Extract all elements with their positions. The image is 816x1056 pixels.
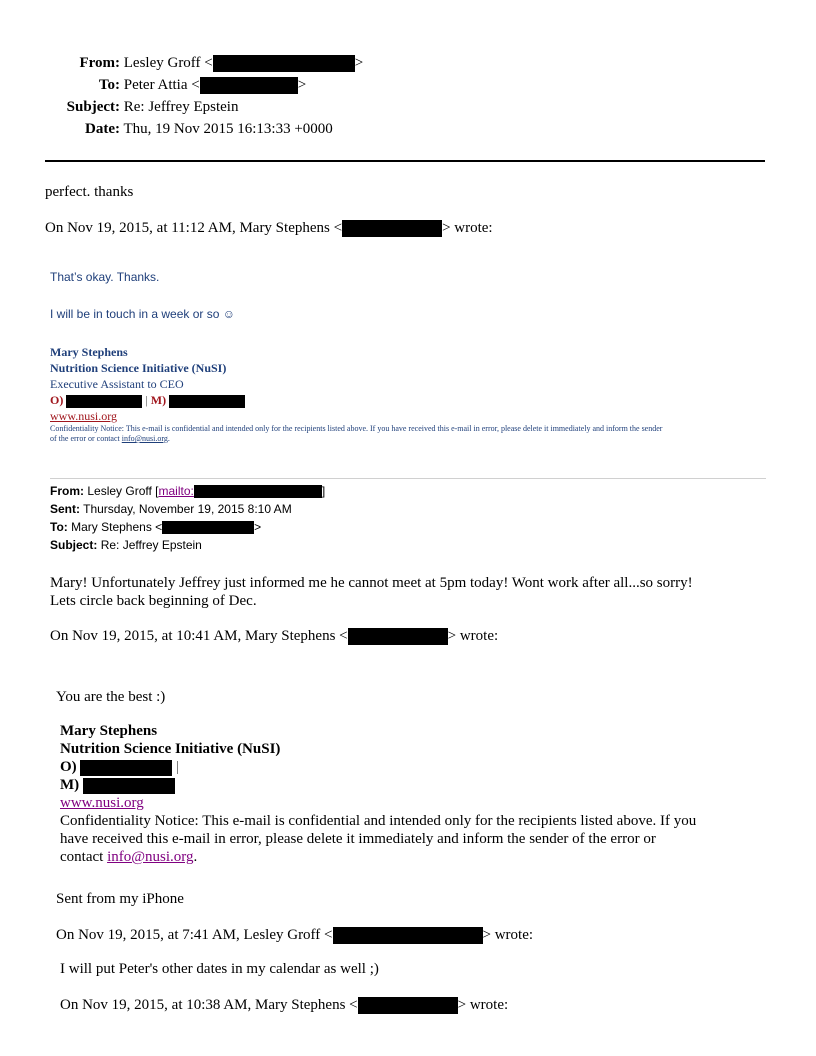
header-from-row [0, 54, 363, 72]
office-label: O) [50, 393, 64, 407]
header-subject-label: Subject: [66, 99, 120, 115]
fwd-mailto-link[interactable]: mailto: [158, 484, 194, 498]
fwd-subject-row [50, 536, 202, 554]
redaction-block [162, 521, 254, 534]
fwd-from-label: From: [50, 484, 84, 498]
header-from-value: Lesley Groff < [123, 55, 213, 71]
fwd-subject-value: Re: Jeffrey Epstein [100, 538, 202, 552]
redaction-block [358, 997, 458, 1014]
quote-line-2 [50, 627, 498, 645]
signature-title: Executive Assistant to CEO [50, 377, 184, 391]
pipe2-separator: | [176, 759, 180, 775]
signature-website-link[interactable]: www.nusi.org [50, 409, 118, 423]
fwd-subject-label: Subject: [50, 538, 98, 552]
quote3-text: On Nov 19, 2015, at 7:41 AM, Lesley Groff < [56, 927, 333, 943]
office2-label: O) [60, 759, 77, 775]
header-date-row [0, 120, 333, 138]
header-from-close: > [354, 55, 364, 71]
confidentiality2-line-2: have received this e-mail in error, please delete it immediately and inform the sender of the error or [60, 831, 656, 847]
fwd-sent-row [50, 500, 292, 518]
fwd-from-close: ] [321, 484, 326, 498]
mobile-label: M) [150, 393, 167, 407]
fwd-sent-label: Sent: [50, 502, 80, 516]
quote4-text: On Nov 19, 2015, at 10:38 AM, Mary Stephens < [60, 997, 358, 1013]
header-to-value: Peter Attia < [123, 77, 200, 93]
reply-text: perfect. thanks [45, 184, 134, 200]
header-divider [45, 160, 765, 162]
quote2-wrote: > wrote: [447, 628, 499, 644]
header-from-label: From: [79, 55, 120, 71]
redaction-block [348, 628, 448, 645]
quote1-wrote: > wrote: [442, 220, 493, 236]
forward-divider [50, 478, 766, 479]
signature2-org: Nutrition Science Initiative (NuSI) [60, 741, 281, 757]
confidentiality2-line-1: Confidentiality Notice: This e-mail is confidential and intended only for the recipients listed above. If you [60, 813, 697, 829]
header-subject-value: Re: Jeffrey Epstein [123, 99, 239, 115]
header-to-label: To: [98, 77, 120, 93]
signature-name: Mary Stephens [50, 345, 128, 359]
fwd-to-label: To: [50, 520, 68, 534]
quote-line-4 [60, 996, 508, 1014]
fwd-to-row [50, 518, 261, 536]
signature-phone-row [50, 392, 245, 408]
quote2-text: On Nov 19, 2015, at 10:41 AM, Mary Stephens < [50, 628, 348, 644]
fwd-to-close: > [254, 520, 262, 534]
mary-message-2: You are the best :) [56, 689, 166, 705]
redaction-block [66, 395, 142, 408]
mobile2-label: M) [60, 777, 80, 793]
redaction-block [83, 778, 175, 794]
notice2-text: contact [60, 849, 108, 865]
confidentiality2-line-3 [60, 848, 197, 866]
lesley-message-2: I will put Peter's other dates in my calendar as well ;) [60, 961, 379, 977]
confidentiality-notice-line-2 [50, 434, 170, 444]
fwd-to-value: Mary Stephens < [71, 520, 163, 534]
redaction-block [194, 485, 322, 498]
redaction-block [80, 760, 172, 776]
header-subject-row [0, 98, 238, 116]
redaction-block [169, 395, 245, 408]
signature2-office-row [60, 758, 179, 776]
lesley-message-line-1: Mary! Unfortunately Jeffrey just informed me he cannot meet at 5pm today! Wont work after all...so sorry! [50, 575, 693, 591]
mary-message-line-2: I will be in touch in a week or so ☺ [50, 307, 236, 321]
fwd-from-value: Lesley Groff [ [87, 484, 159, 498]
notice2-email-link[interactable]: info@nusi.org [107, 849, 194, 865]
pipe-separator: | [145, 393, 148, 407]
redaction-block [342, 220, 442, 237]
notice2-period: . [193, 849, 198, 865]
mary-message-line-1: That’s okay. Thanks. [50, 270, 160, 284]
notice-period: . [167, 434, 170, 443]
notice-text: of the error or contact [50, 434, 122, 443]
signature-org: Nutrition Science Initiative (NuSI) [50, 361, 227, 375]
quote-line-3 [56, 926, 533, 944]
sent-from-iphone: Sent from my iPhone [56, 891, 184, 907]
lesley-message-line-2: Lets circle back beginning of Dec. [50, 593, 257, 609]
quote1-text: On Nov 19, 2015, at 11:12 AM, Mary Stephens < [45, 220, 343, 236]
header-date-value: Thu, 19 Nov 2015 16:13:33 +0000 [123, 121, 333, 137]
confidentiality-notice-line-1: Confidentiality Notice: This e-mail is confidential and intended only for the recipients listed above. If you have received this e-mail in error, please delete it immediately and inform the sender [50, 424, 663, 433]
signature2-website-link[interactable]: www.nusi.org [60, 795, 144, 811]
quote4-wrote: > wrote: [457, 997, 509, 1013]
quote3-wrote: > wrote: [482, 927, 534, 943]
quote-line-1 [45, 219, 493, 237]
fwd-sent-value: Thursday, November 19, 2015 8:10 AM [83, 502, 292, 516]
fwd-from-row [50, 482, 325, 500]
redaction-block [213, 55, 355, 72]
redaction-block [333, 927, 483, 944]
notice-email-link[interactable]: info@nusi.org [121, 434, 168, 443]
header-to-row [0, 76, 306, 94]
header-date-label: Date: [85, 121, 120, 137]
signature2-name: Mary Stephens [60, 723, 158, 739]
redaction-block [200, 77, 298, 94]
header-to-close: > [297, 77, 307, 93]
signature2-mobile-row [60, 776, 175, 794]
